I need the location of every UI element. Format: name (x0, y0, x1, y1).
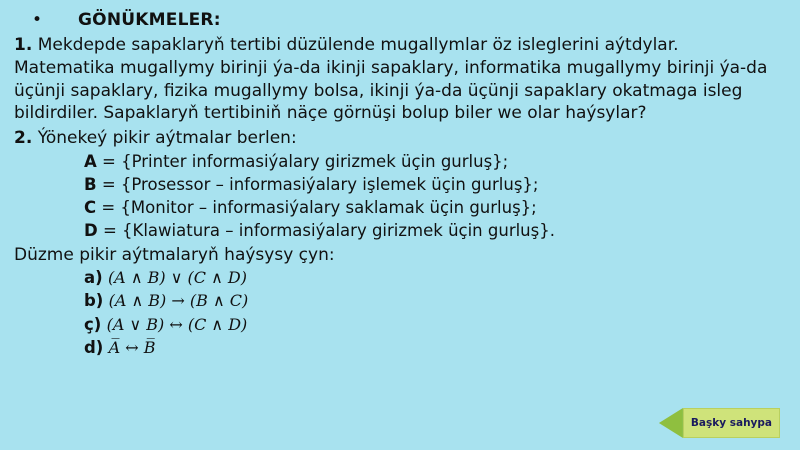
formula-expr-a: (A ∧ B) ∨ (C ∧ D) (107, 268, 247, 288)
set-name-d: D (84, 220, 98, 240)
formula-label-b: b) (84, 291, 104, 311)
formula-row-c (14, 314, 786, 336)
formula-expr-d: A̅ ↔ B̅ (108, 337, 156, 357)
formula-expr-c: (A ∨ B) ↔ (C ∧ D) (106, 314, 248, 334)
formula-expr-b: (A ∧ B) → (B ∧ C) (108, 291, 249, 311)
arrow-left-icon[interactable] (659, 408, 683, 438)
task-2-paragraph (14, 127, 786, 150)
set-definition-a (14, 151, 786, 173)
task-1-number: 1. (14, 35, 33, 55)
set-body-a: = {Printer informasiýalary girizmek üçin gurluş}; (102, 151, 509, 171)
set-body-b: = {Prosessor – informasiýalary işlemek üçin gurluş}; (101, 174, 539, 194)
home-page-button[interactable] (659, 408, 780, 438)
bullet-icon: • (32, 10, 43, 30)
formula-row-b (14, 290, 786, 312)
formula-label-a: a) (84, 268, 103, 288)
heading-row (14, 10, 786, 30)
set-name-a: A (84, 151, 97, 171)
formula-row-d (14, 337, 786, 359)
set-name-b: B (84, 174, 97, 194)
page-title: GÖNÜKMELER: (78, 10, 221, 30)
subtask-question: Düzme pikir aýtmalaryň haýsysy çyn: (14, 244, 335, 265)
set-body-d: = {Klawiatura – informasiýalary girizmek üçin gurluş}. (102, 220, 555, 240)
set-definition-d (14, 220, 786, 242)
task-2-number: 2. (14, 128, 33, 149)
set-body-c: = {Monitor – informasiýalary saklamak üçin gurluş}; (101, 197, 537, 217)
set-name-c: C (84, 197, 97, 217)
formula-label-c: ç) (84, 314, 102, 334)
task-2-text: Ýönekeý pikir aýtmalar berlen: (37, 128, 297, 149)
task-1-text: Mekdepde sapaklaryň tertibi düzülende mugallymlar öz isleglerini aýtdylar. Matematika mugallymy birinji ýa-da ikinji sapaklary, informatika mugallymy birinji ýa-da üçünji sapaklary, fizika mugallymy bolsa, ikinji ýa-da üçünji sapaklary okatmaga isleg bildirdiler. Sapaklaryň tertibiniň näçe görnüşi bolup biler we olar haýsylar? (14, 35, 768, 124)
set-definition-c (14, 197, 786, 219)
home-page-button-label[interactable]: Başky sahypa (683, 408, 780, 438)
formula-row-a (14, 267, 786, 289)
formula-label-d: d) (84, 337, 104, 357)
set-definition-b (14, 174, 786, 196)
task-1-paragraph (14, 34, 784, 125)
